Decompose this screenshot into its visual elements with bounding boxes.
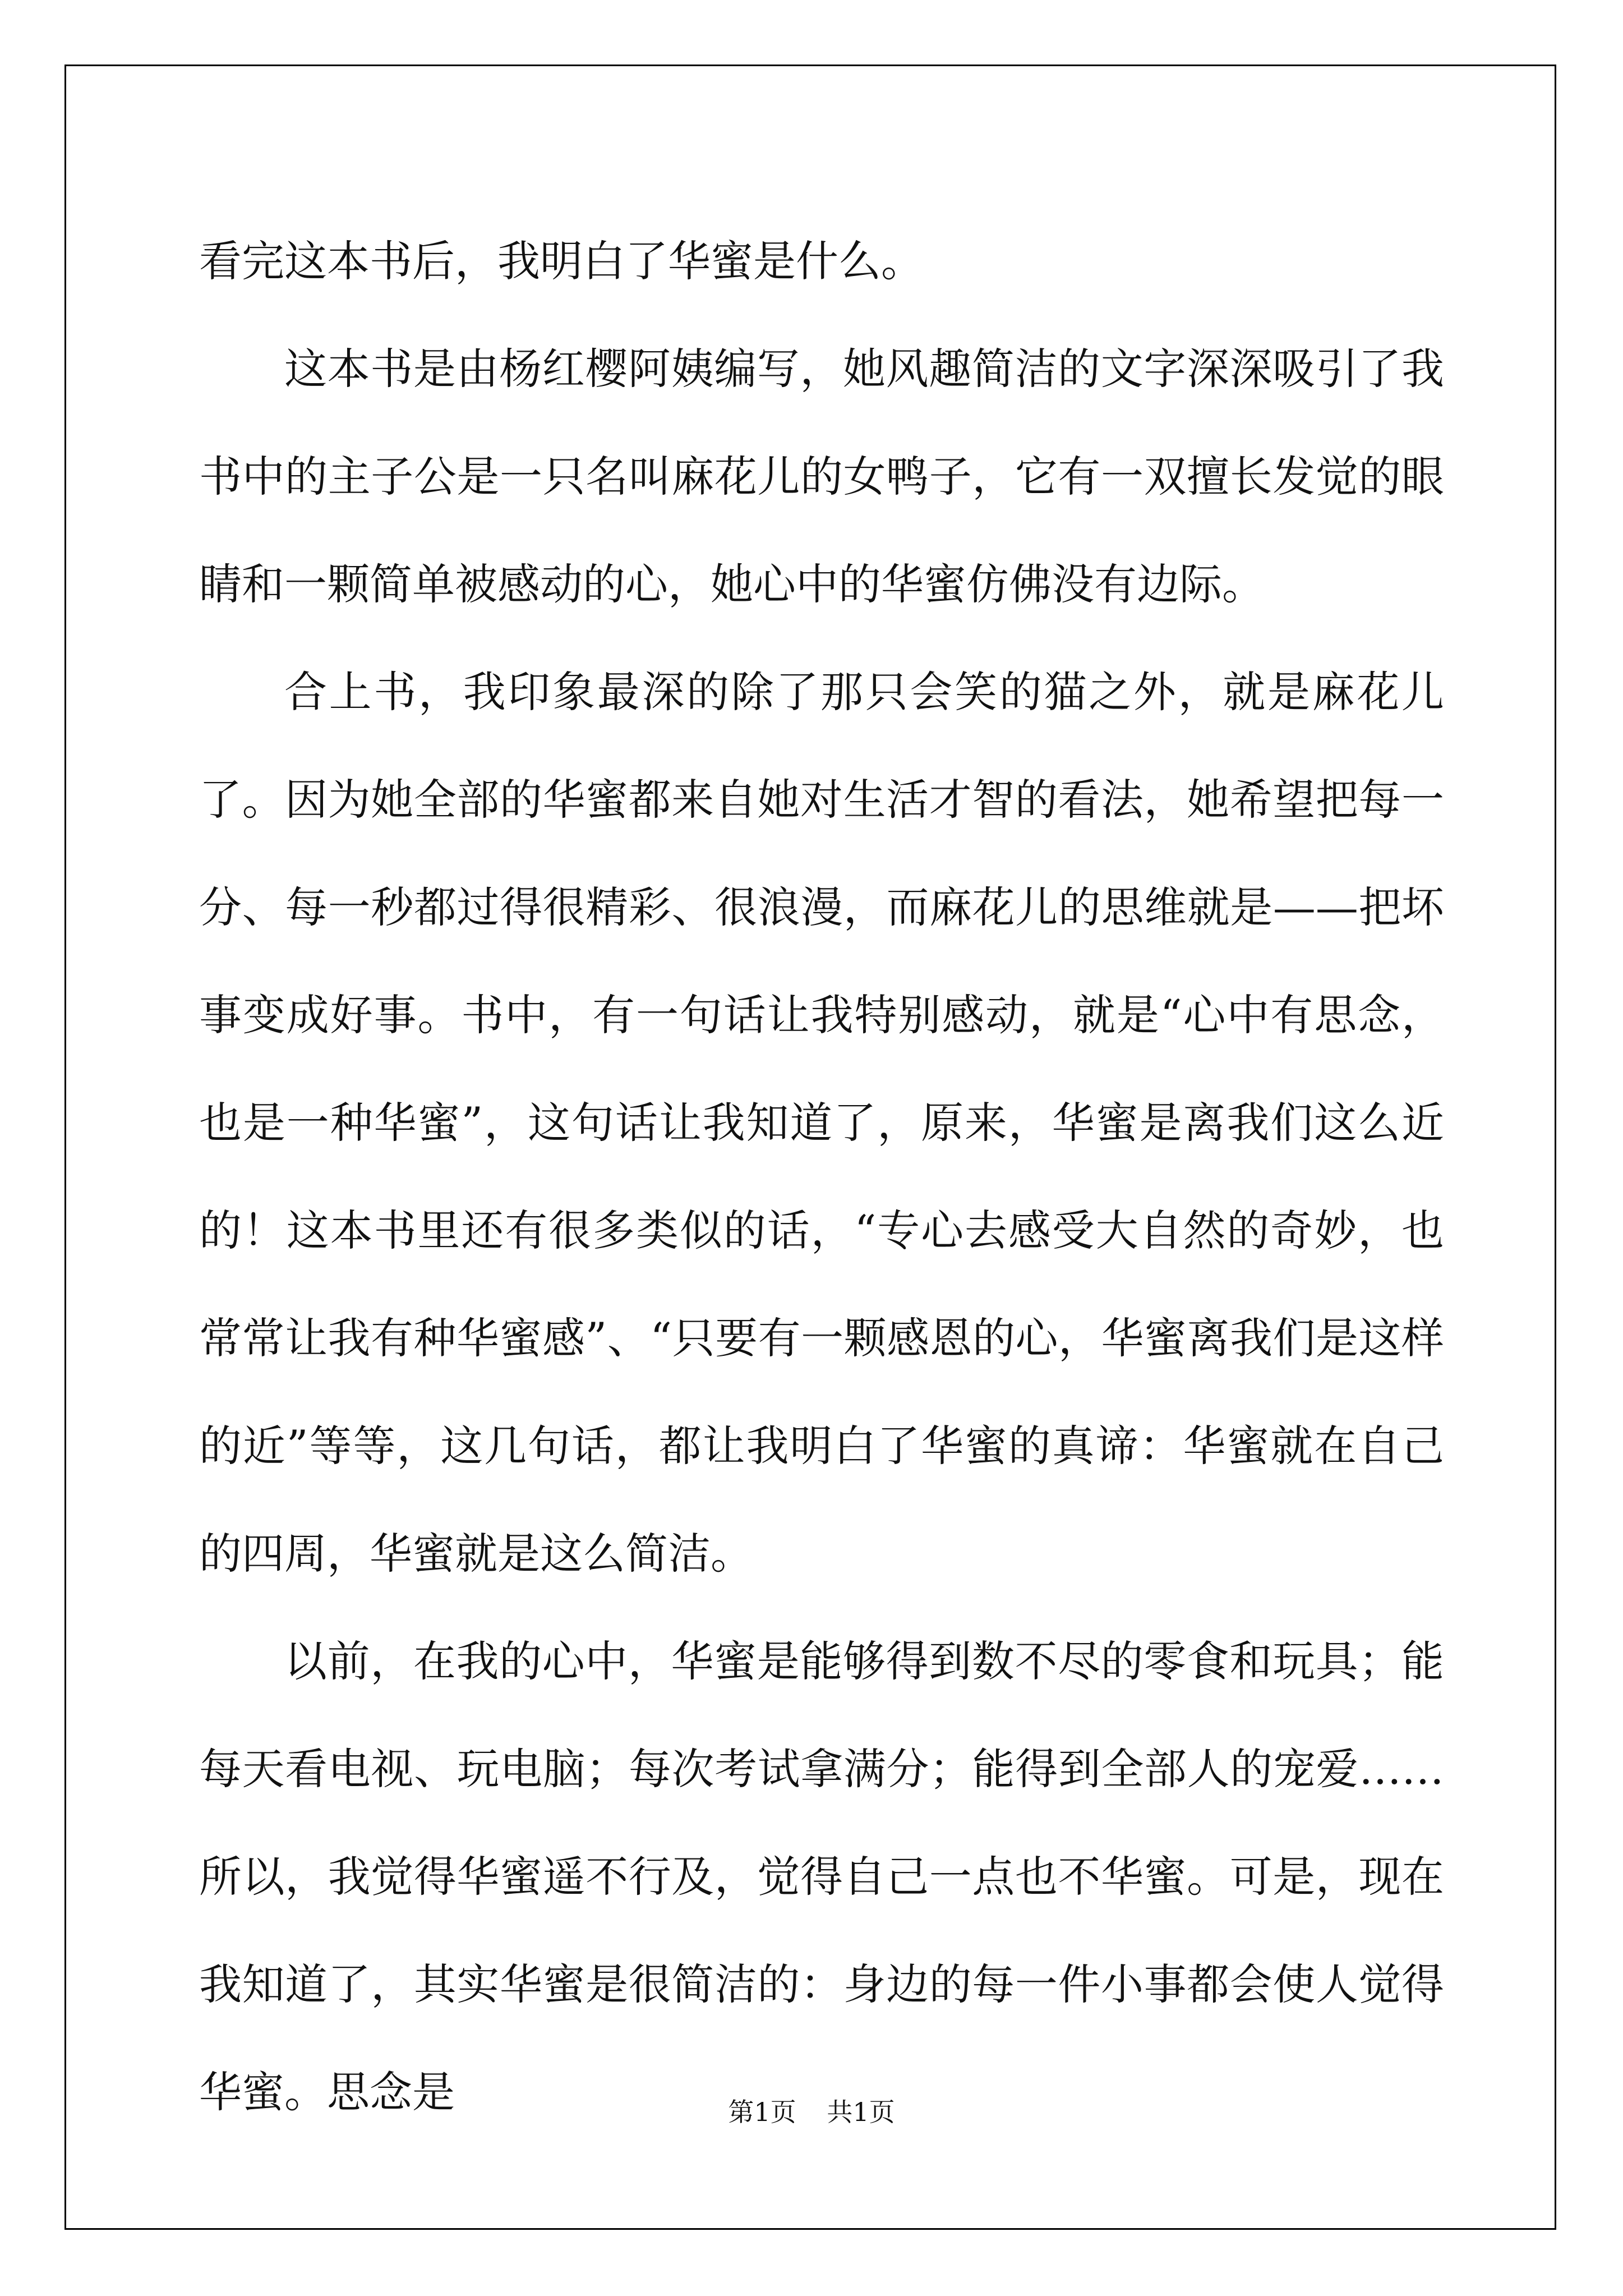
page-number: 第1页	[728, 2097, 796, 2127]
paragraph-1: 看完这本书后，我明白了华蜜是什么。	[199, 236, 924, 286]
paragraph-4: 以前，在我的心中，华蜜是能够得到数不尽的零食和玩具；能每天看电视、玩电脑；每次考试拿满分；能得到全部人的宠爱……所以，我觉得华蜜遥不行及，觉得自己一点也不华蜜。可是，现在我知道了，其实华蜜是很简洁的：身边的每一件小事都会使人觉得华蜜。思念是	[199, 1636, 1444, 2117]
page-footer	[0, 2095, 1623, 2129]
paragraph-2: 这本书是由杨红樱阿姨编写，她风趣简洁的文字深深吸引了我书中的主子公是一只名叫麻花儿的女鸭子，它有一双擅长发觉的眼睛和一颗简单被感动的心，她心中的华蜜仿佛没有边际。	[199, 344, 1444, 609]
document-body	[199, 208, 1444, 2146]
page-total: 共1页	[827, 2097, 895, 2127]
paragraph-3: 合上书，我印象最深的除了那只会笑的猫之外，就是麻花儿了。因为她全部的华蜜都来自她对生活才智的看法，她希望把每一分、每一秒都过得很精彩、很浪漫，而麻花儿的思维就是——把坏事变成好事。书中，有一句话让我特别感动，就是“心中有思念，也是一种华蜜”，这句话让我知道了，原来，华蜜是离我们这么近的！这本书里还有很多类似的话，“专心去感受大自然的奇妙，也常常让我有种华蜜感”、“只要有一颗感恩的心，华蜜离我们是这样的近”等等，这几句话，都让我明白了华蜜的真谛：华蜜就在自己的四周，华蜜就是这么简洁。	[199, 667, 1444, 1579]
